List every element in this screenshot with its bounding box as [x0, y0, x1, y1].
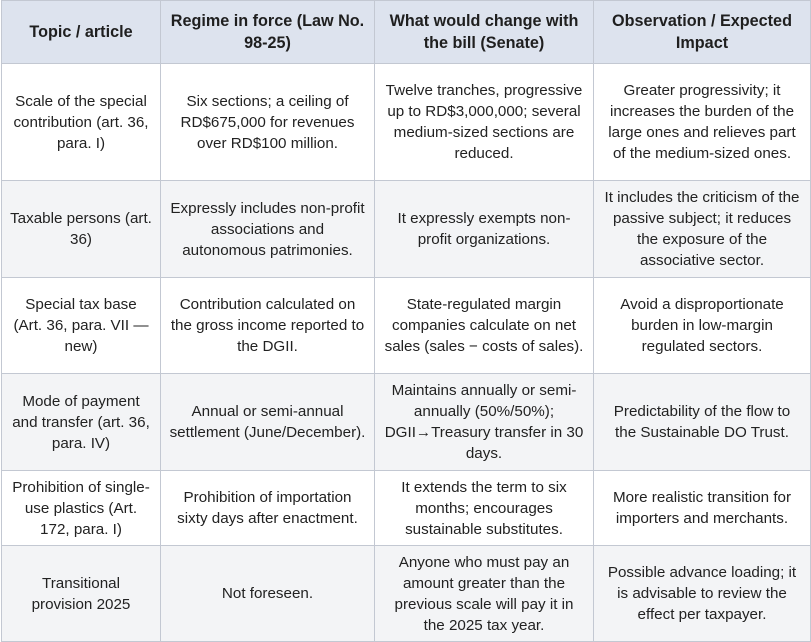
- cell-topic: Taxable persons (art. 36): [2, 181, 161, 278]
- cell-topic: Scale of the special contribution (art. 36, para. I): [2, 64, 161, 181]
- cell-impact: Greater progressivity; it increases the burden of the large ones and relieves part of the medium-sized ones.: [594, 64, 811, 181]
- header-topic: Topic / article: [2, 1, 161, 64]
- header-change: What would change with the bill (Senate): [375, 1, 594, 64]
- table-header: [2, 1, 811, 64]
- cell-topic: Prohibition of single-use plastics (Art. 172, para. I): [2, 471, 161, 546]
- cell-regime: Annual or semi-annual settlement (June/December).: [161, 374, 375, 471]
- cell-topic: Transitional provision 2025: [2, 546, 161, 642]
- cell-change: Maintains annually or semi-annually (50%/50%); DGII→Treasury transfer in 30 days.: [375, 374, 594, 471]
- cell-regime: Prohibition of importation sixty days after enactment.: [161, 471, 375, 546]
- comparison-table: [1, 0, 811, 642]
- cell-regime: Not foreseen.: [161, 546, 375, 642]
- cell-change: It expressly exempts non-profit organizations.: [375, 181, 594, 278]
- table-row: [2, 64, 811, 181]
- header-impact: Observation / Expected Impact: [594, 1, 811, 64]
- cell-change: It extends the term to six months; encourages sustainable substitutes.: [375, 471, 594, 546]
- cell-change: State-regulated margin companies calculate on net sales (sales − costs of sales).: [375, 278, 594, 374]
- table-row: [2, 374, 811, 471]
- table-row: [2, 546, 811, 642]
- table-body: [2, 64, 811, 642]
- table-row: [2, 278, 811, 374]
- cell-change: Twelve tranches, progressive up to RD$3,000,000; several medium-sized sections are reduced.: [375, 64, 594, 181]
- cell-regime: Expressly includes non-profit associations and autonomous patrimonies.: [161, 181, 375, 278]
- cell-impact: More realistic transition for importers and merchants.: [594, 471, 811, 546]
- table-row: [2, 471, 811, 546]
- cell-impact: Possible advance loading; it is advisable to review the effect per taxpayer.: [594, 546, 811, 642]
- cell-regime: Six sections; a ceiling of RD$675,000 for revenues over RD$100 million.: [161, 64, 375, 181]
- cell-regime: Contribution calculated on the gross income reported to the DGII.: [161, 278, 375, 374]
- cell-impact: It includes the criticism of the passive subject; it reduces the exposure of the associative sector.: [594, 181, 811, 278]
- header-regime: Regime in force (Law No. 98-25): [161, 1, 375, 64]
- header-row: [2, 1, 811, 64]
- table-row: [2, 181, 811, 278]
- cell-impact: Avoid a disproportionate burden in low-margin regulated sectors.: [594, 278, 811, 374]
- cell-change: Anyone who must pay an amount greater than the previous scale will pay it in the 2025 tax year.: [375, 546, 594, 642]
- cell-topic: Special tax base (Art. 36, para. VII — new): [2, 278, 161, 374]
- cell-impact: Predictability of the flow to the Sustainable DO Trust.: [594, 374, 811, 471]
- cell-topic: Mode of payment and transfer (art. 36, para. IV): [2, 374, 161, 471]
